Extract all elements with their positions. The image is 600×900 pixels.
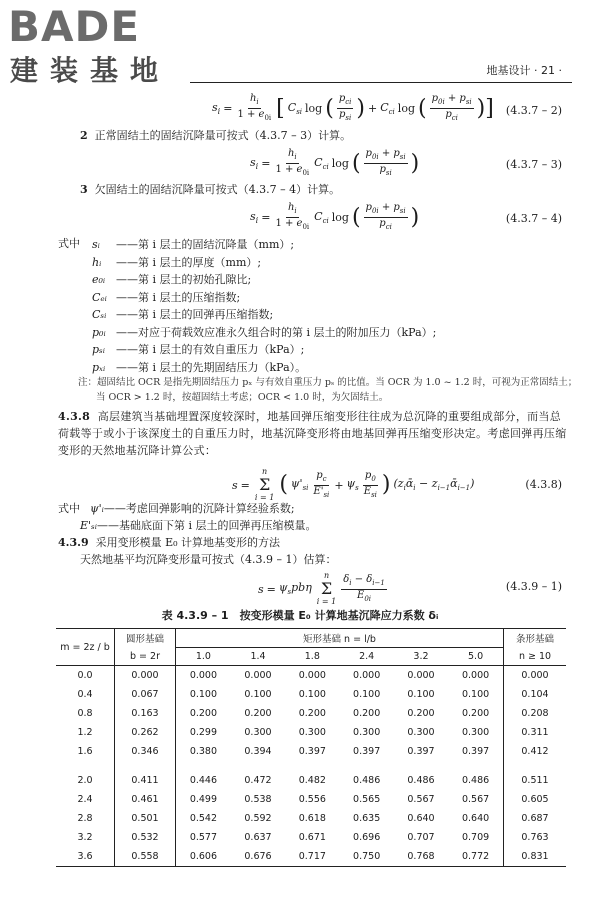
definition-text: ——第 i 层土的初始孔隙比; — [116, 273, 252, 286]
table-cell: 0.446 — [189, 775, 218, 786]
table-cell: 0.262 — [115, 723, 176, 742]
definition-symbol: hᵢ — [92, 255, 102, 269]
table-cell: 0.104 — [521, 689, 549, 700]
section-438-def1 — [90, 501, 295, 516]
brand-logo — [8, 4, 188, 94]
definition-text: ——第 i 层土的先期固结压力（kPa）。 — [116, 360, 307, 374]
table-header-n: 3.2 — [394, 647, 448, 666]
table-cell: 2.4 — [56, 790, 115, 809]
definition-symbol: Cₑᵢ — [92, 290, 107, 304]
equation-4374: $s_i$ = $\frac{h_i}{1 + e_{0i}}$ $C_{ci}$ log ( $\frac{p_{0i} + p_{si}}{p_{ci}}$ ) — [250, 202, 420, 231]
table-cell: 0.640 — [448, 809, 503, 828]
table-cell: 0.000 — [407, 670, 435, 681]
table-cell: 0.208 — [521, 708, 549, 719]
note-line-1: 注：超固结比 OCR 是指先期固结压力 pₓ 与有效自重压力 pₛ 的比值。当 OCR 为 1.0 ~ 1.2 时，可视为正常固结土； — [78, 377, 578, 388]
table-cell: 0.768 — [407, 851, 435, 862]
table-header-n: 2.4 — [339, 647, 393, 666]
equation-4373: $s_i$ = $\frac{h_i}{1 + e_{0i}}$ $C_{ci}$ log ( $\frac{p_{0i} + p_{si}}{p_{si}}$ ) — [250, 148, 420, 177]
table-cell: 0.300 — [298, 727, 326, 738]
table-cell: 0.100 — [244, 689, 272, 700]
table-cell: 0.831 — [521, 851, 549, 862]
table-cell: 0.346 — [115, 742, 176, 761]
table-cell: 0.558 — [115, 847, 176, 867]
item-3 — [80, 182, 340, 197]
running-head: 地基设计 · 21 · — [486, 64, 562, 77]
table-header-strip: 条形基础 — [515, 634, 554, 645]
table-cell: 0.100 — [407, 689, 435, 700]
definition-symbol: sᵢ — [92, 238, 100, 251]
table-cell: 0.000 — [353, 670, 381, 681]
definition-item — [92, 254, 261, 270]
table-cell: 0.511 — [521, 775, 549, 786]
item-2-num: 2 — [80, 129, 88, 142]
equation-4391: s = $\psi_spb\eta$ n Σ i = 1 $\frac{\delta_i - \delta_{i-1}}{E_{0i}}$ — [258, 571, 385, 606]
table-cell: 0.411 — [115, 761, 176, 790]
table-cell: 0.200 — [298, 708, 326, 719]
definition-text: ——第 i 层土的回弹再压缩指数; — [116, 308, 274, 321]
table-cell: 0.565 — [353, 794, 381, 805]
table-header-n: 1.0 — [176, 647, 231, 666]
def2-desc: ——基础底面下第 i 层土的回弹再压缩模量。 — [96, 519, 317, 532]
eq-number-4373: (4.3.7 – 3) — [505, 158, 562, 171]
table-header-m: m = 2z / b — [56, 629, 115, 666]
section-439-heading — [58, 535, 280, 550]
table-cell: 0.200 — [448, 704, 503, 723]
table-cell: 0.397 — [298, 746, 326, 757]
table-cell: 0.486 — [448, 761, 503, 790]
definition-symbol: e₀ᵢ — [92, 273, 106, 286]
table-cell: 1.6 — [56, 742, 115, 761]
table-cell: 2.8 — [56, 809, 115, 828]
table-cell: 1.2 — [56, 723, 115, 742]
stress-coefficient-table — [56, 628, 566, 867]
table-cell: 0.671 — [298, 832, 326, 843]
definition-item — [92, 271, 251, 287]
definition-item — [92, 324, 436, 340]
eq-number-4391: (4.3.9 – 1) — [505, 580, 562, 593]
table-cell: 0.592 — [244, 813, 272, 824]
table-cell: 0.0 — [56, 666, 115, 686]
table-header-n: 1.8 — [285, 647, 339, 666]
section-438-paragraph — [58, 408, 568, 459]
item-3-num: 3 — [80, 183, 88, 196]
table-cell: 0.605 — [521, 794, 549, 805]
table-cell: 0.472 — [244, 775, 272, 786]
table-cell: 0.000 — [448, 666, 503, 686]
table-cell: 0.300 — [448, 723, 503, 742]
table-row — [56, 742, 566, 761]
definition-text: ——第 i 层土的厚度（mm）; — [116, 255, 262, 269]
header-rule — [190, 82, 572, 83]
defs-intro: 式中 — [58, 237, 80, 250]
table-cell: 0.482 — [298, 775, 326, 786]
definition-text: ——对应于荷载效应准永久组合时的第 i 层土的附加压力（kPa）; — [116, 325, 437, 339]
table-cell: 0.000 — [115, 666, 176, 686]
table-cell: 0.750 — [353, 851, 381, 862]
table-cell: 0.696 — [353, 832, 381, 843]
table-cell: 0.380 — [189, 746, 218, 757]
item-2-text: 正常固结土的固结沉降量可按式（4.3.7 – 3）计算。 — [94, 129, 352, 142]
def1-sym: ψ'ᵢ — [90, 502, 104, 515]
section-438-line2: 荷载等于或小于该深度土的自重压力时，地基沉降变形将由地基回弹再压缩变形决定。考虑回弹再压缩 — [58, 427, 567, 440]
section-438-num: 4.3.8 — [58, 410, 91, 423]
eq-number-438: (4.3.8) — [525, 478, 562, 491]
table-cell: 0.501 — [115, 809, 176, 828]
table-cell: 0.397 — [407, 746, 435, 757]
def2-sym: E'ₛᵢ — [80, 519, 97, 532]
table-cell: 0.100 — [353, 689, 381, 700]
table-cell: 0.299 — [189, 727, 218, 738]
table-cell: 0.556 — [298, 794, 326, 805]
section-439-line1: 采用变形模量 E₀ 计算地基变形的方法 — [95, 536, 281, 549]
section-438-line1: 高层建筑当基础埋置深度较深时，地基回弹压缩变形往往成为总沉降的重要组成部分，而当总 — [97, 410, 562, 423]
table-cell: 0.606 — [189, 851, 218, 862]
definition-symbol: pₛᵢ — [92, 343, 105, 356]
table-cell: 0.200 — [189, 708, 218, 719]
table-cell: 2.0 — [56, 761, 115, 790]
table-cell: 0.412 — [521, 746, 549, 757]
table-cell: 0.200 — [244, 708, 272, 719]
table-row — [56, 828, 566, 847]
table-caption: 表 4.3.9 – 1 按变形模量 E₀ 计算地基沉降应力系数 δᵢ — [161, 609, 439, 622]
table-cell: 0.461 — [115, 790, 176, 809]
table-row — [56, 723, 566, 742]
table-cell: 0.397 — [353, 746, 381, 757]
eq-number-4372: (4.3.7 – 2) — [505, 104, 562, 117]
table-header-n: 1.4 — [231, 647, 285, 666]
definition-text: ——第 i 层土的压缩指数; — [116, 290, 241, 304]
table-cell: 0.067 — [115, 685, 176, 704]
table-cell: 0.300 — [244, 727, 272, 738]
table-cell: 0.000 — [298, 670, 326, 681]
table-cell: 0.311 — [521, 727, 549, 738]
section-438-line3: 变形的天然地基沉降计算公式： — [58, 444, 217, 457]
eq-number-4374: (4.3.7 – 4) — [505, 212, 562, 225]
table-cell: 0.486 — [353, 775, 381, 786]
table-cell: 0.717 — [298, 851, 326, 862]
table-cell: 0.532 — [115, 828, 176, 847]
table-header-n: 5.0 — [448, 647, 503, 666]
table-row — [56, 790, 566, 809]
table-cell: 0.200 — [407, 708, 435, 719]
table-row — [56, 761, 566, 790]
table-cell: 0.163 — [115, 704, 176, 723]
definition-item — [92, 306, 273, 322]
definition-item — [92, 289, 240, 305]
table-cell: 3.6 — [56, 847, 115, 867]
table-header-rect: 矩形基础 n = l/b — [176, 629, 504, 648]
table-cell: 0.618 — [298, 813, 326, 824]
table-cell: 0.397 — [448, 742, 503, 761]
table-cell: 0.300 — [353, 727, 381, 738]
item-2 — [80, 128, 351, 143]
brand-chinese: 建装基地 — [10, 54, 171, 87]
definition-text: ——第 i 层土的固结沉降量（mm）; — [116, 238, 295, 251]
table-cell: 0.000 — [521, 670, 549, 681]
table-cell: 0.000 — [189, 670, 218, 681]
table-cell: 0.100 — [448, 685, 503, 704]
table-row — [56, 666, 566, 686]
note-line-2: 当 OCR > 1.2 时，按超固结土考虑；OCR < 1.0 时，为欠固结土。 — [96, 392, 389, 403]
table-header-circle-sub: b = 2r — [115, 647, 176, 666]
table-cell: 0.567 — [448, 790, 503, 809]
brand-word: BADE — [8, 2, 141, 51]
table-cell: 0.676 — [244, 851, 272, 862]
table-cell: 0.100 — [298, 689, 326, 700]
definition-item — [92, 236, 294, 252]
table-header-strip-sub: n ≥ 10 — [504, 647, 567, 666]
table-cell: 0.640 — [407, 813, 435, 824]
table-cell: 3.2 — [56, 828, 115, 847]
section-438-def-intro: 式中 — [58, 502, 80, 515]
table-cell: 0.709 — [448, 828, 503, 847]
table-row — [56, 685, 566, 704]
table-cell: 0.577 — [189, 832, 218, 843]
table-cell: 0.637 — [244, 832, 272, 843]
definition-text: ——第 i 层土的有效自重压力（kPa）; — [116, 343, 305, 356]
table-cell: 0.8 — [56, 704, 115, 723]
def1-desc: ——考虑回弹影响的沉降计算经验系数; — [103, 502, 295, 515]
section-439-num: 4.3.9 — [58, 536, 89, 549]
definition-symbol: Cₛᵢ — [92, 308, 107, 321]
table-cell: 0.486 — [407, 775, 435, 786]
table-cell: 0.707 — [407, 832, 435, 843]
equation-438: s = n Σ i = 1 ( $\psi'_{si}$ $\frac{p_c}{E'_{si}}$ + $\psi_s$ $\frac{p_0}{E_{si}}$ ) ($z_iᾱ_i$ − $z_{i-1}ᾱ_{i-1}$) — [232, 467, 475, 502]
table-row — [56, 847, 566, 867]
section-439-line2: 天然地基平均沉降变形量可按式（4.3.9 – 1）估算： — [80, 553, 337, 566]
table-cell: 0.100 — [189, 689, 218, 700]
table-cell: 0.772 — [448, 847, 503, 867]
table-cell: 0.542 — [189, 813, 218, 824]
table-cell: 0.000 — [244, 670, 272, 681]
definition-symbol: p₀ᵢ — [92, 325, 106, 339]
table-cell: 0.4 — [56, 685, 115, 704]
definition-item — [92, 341, 304, 357]
table-cell: 0.300 — [407, 727, 435, 738]
table-header-circle: 圆形基础 — [115, 629, 176, 648]
table-cell: 0.763 — [521, 832, 549, 843]
table-cell: 0.687 — [521, 813, 549, 824]
table-cell: 0.567 — [407, 794, 435, 805]
table-cell: 0.394 — [244, 746, 272, 757]
table-row — [56, 704, 566, 723]
table-cell: 0.538 — [244, 794, 272, 805]
table-cell: 0.635 — [353, 813, 381, 824]
item-3-text: 欠固结土的固结沉降量可按式（4.3.7 – 4）计算。 — [94, 183, 341, 196]
equation-4372: $s_i$ = $\frac{h_i}{1 + e_{0i}}$ [ $C_{si}$ log ( $\frac{p_{ci}}{p_{si}}$ ) + $C_{ci}$ log ( $\frac{p_{0i} + p_{si}}{p_{ci}}$ )] — [212, 93, 494, 122]
table-row — [56, 809, 566, 828]
table-cell: 0.499 — [189, 794, 218, 805]
section-438-def2 — [80, 518, 317, 533]
definition-item — [92, 359, 306, 375]
definition-symbol: pₓᵢ — [92, 360, 106, 374]
table-cell: 0.200 — [353, 708, 381, 719]
